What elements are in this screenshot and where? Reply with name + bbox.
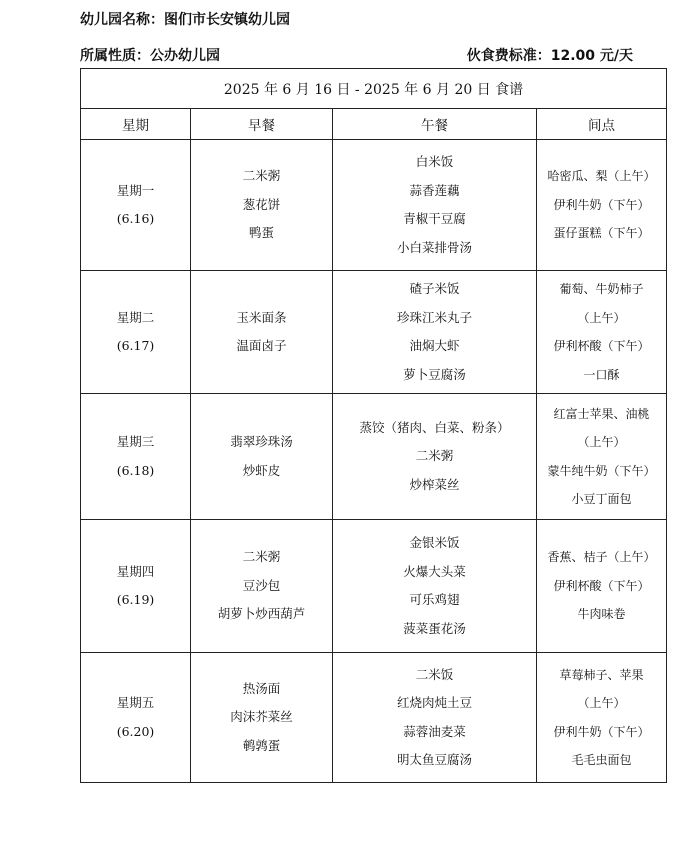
menu-item: 哈密瓜、梨（上午） — [547, 169, 656, 184]
header-breakfast: 早餐 — [191, 109, 333, 140]
menu-item: 毛毛虫面包 — [571, 753, 632, 767]
menu-item: 火爆大头菜 — [403, 563, 466, 579]
menu-item: 珍珠江米丸子 — [396, 309, 472, 325]
menu-item: 葡萄、牛奶柿子 — [559, 282, 644, 296]
snack-cell — [537, 653, 667, 783]
menu-item: （上午） — [577, 435, 626, 449]
menu-title-row — [81, 69, 667, 109]
menu-item: 蒜香莲藕 — [409, 182, 460, 198]
breakfast-cell — [191, 653, 333, 783]
menu-item: 红富士苹果、油桃 — [553, 406, 650, 421]
menu-item: 蛋仔蛋糕（下午） — [553, 226, 650, 241]
menu-item: 肉沫芥菜丝 — [230, 709, 293, 725]
menu-item: 伊利牛奶（下午） — [553, 724, 650, 739]
menu-item: 二米粥 — [242, 549, 281, 565]
snack-cell — [537, 394, 667, 520]
snack-cell — [537, 140, 667, 271]
menu-item: 小豆丁面包 — [571, 492, 632, 506]
menu-item: 可乐鸡翅 — [409, 592, 460, 607]
menu-item: （上午） — [577, 696, 626, 710]
day-cell — [81, 140, 191, 271]
lunch-cell — [333, 653, 537, 783]
menu-item: 草莓柿子、苹果 — [559, 667, 644, 682]
menu-item: 伊利杯酸（下午） — [553, 578, 650, 593]
kindergarten-property: 所属性质：公办幼儿园 — [80, 48, 220, 64]
lunch-cell — [333, 394, 537, 520]
menu-item: （上午） — [577, 310, 626, 325]
table-row-tuesday — [81, 271, 667, 394]
day-cell — [81, 520, 191, 653]
snack-cell — [537, 520, 667, 653]
menu-item: 热汤面 — [242, 680, 281, 696]
menu-item: 白米饭 — [415, 154, 454, 169]
menu-item: 二米粥 — [242, 168, 281, 184]
breakfast-cell — [191, 271, 333, 394]
meal-fee-standard: 伙食费标准：12.00 元/天 — [466, 48, 633, 64]
table-row-wednesday — [81, 394, 667, 520]
day-cell — [81, 653, 191, 783]
menu-item: 红烧肉炖土豆 — [396, 695, 472, 710]
menu-item: 蒜蓉油麦菜 — [403, 723, 466, 739]
snack-cell — [537, 271, 667, 394]
table-row-monday — [81, 140, 667, 271]
menu-item: 葱花饼 — [242, 196, 281, 212]
menu-item: 金银米饭 — [409, 535, 460, 550]
menu-item: 豆沙包 — [242, 577, 281, 593]
breakfast-cell — [191, 394, 333, 520]
day-name: 星期二 — [116, 309, 155, 325]
menu-item: 碴子米饭 — [409, 281, 460, 296]
menu-item: 一口酥 — [583, 367, 620, 382]
menu-item: 蒙牛纯牛奶（下午） — [547, 463, 656, 478]
header-snack: 间点 — [537, 109, 667, 140]
menu-item: 蒸饺（猪肉、白菜、粉条） — [359, 419, 510, 435]
lunch-cell — [333, 271, 537, 394]
day-cell — [81, 394, 191, 520]
header-lunch: 午餐 — [333, 109, 537, 140]
menu-item: 香蕉、桔子（上午） — [547, 550, 656, 565]
menu-item: 伊利牛奶（下午） — [553, 197, 650, 212]
menu-item: 胡萝卜炒西葫芦 — [217, 606, 306, 622]
day-date: (6.18) — [116, 462, 155, 478]
day-name: 星期五 — [116, 695, 155, 710]
day-date: (6.19) — [116, 592, 155, 607]
menu-item: 温面卤子 — [236, 338, 287, 353]
column-header-row — [81, 109, 667, 140]
breakfast-cell — [191, 520, 333, 653]
menu-item: 小白菜排骨汤 — [396, 239, 472, 255]
menu-item: 炒虾皮 — [242, 462, 281, 478]
day-name: 星期三 — [116, 434, 155, 449]
table-row-friday — [81, 653, 667, 783]
day-cell — [81, 271, 191, 394]
menu-item: 翡翠珍珠汤 — [230, 434, 293, 449]
weekly-menu-table — [80, 68, 667, 783]
lunch-cell — [333, 140, 537, 271]
menu-item: 炒榨菜丝 — [409, 476, 460, 492]
menu-item: 油焖大虾 — [409, 338, 460, 353]
menu-item: 二米饭 — [415, 666, 454, 682]
menu-item: 明太鱼豆腐汤 — [396, 752, 472, 767]
menu-item: 二米粥 — [415, 448, 454, 464]
menu-item: 伊利杯酸（下午） — [553, 339, 650, 353]
lunch-cell — [333, 520, 537, 653]
menu-item: 萝卜豆腐汤 — [403, 366, 466, 382]
header-weekday: 星期 — [81, 109, 191, 140]
day-date: (6.20) — [116, 723, 155, 739]
day-date: (6.17) — [116, 338, 155, 353]
day-name: 星期一 — [116, 182, 155, 198]
menu-item: 菠菜蛋花汤 — [403, 620, 466, 636]
kindergarten-name: 幼儿园名称：图们市长安镇幼儿园 — [80, 12, 290, 28]
menu-item: 玉米面条 — [236, 309, 287, 325]
menu-title: 2025 年 6 月 16 日 - 2025 年 6 月 20 日 食谱 — [81, 69, 667, 109]
menu-item: 牛肉味卷 — [577, 607, 626, 622]
table-row-thursday — [81, 520, 667, 653]
menu-item: 鹌鹑蛋 — [242, 737, 281, 753]
day-name: 星期四 — [116, 563, 155, 579]
day-date: (6.16) — [116, 211, 155, 226]
menu-item: 鸭蛋 — [248, 225, 274, 241]
menu-item: 青椒干豆腐 — [403, 211, 466, 226]
breakfast-cell — [191, 140, 333, 271]
